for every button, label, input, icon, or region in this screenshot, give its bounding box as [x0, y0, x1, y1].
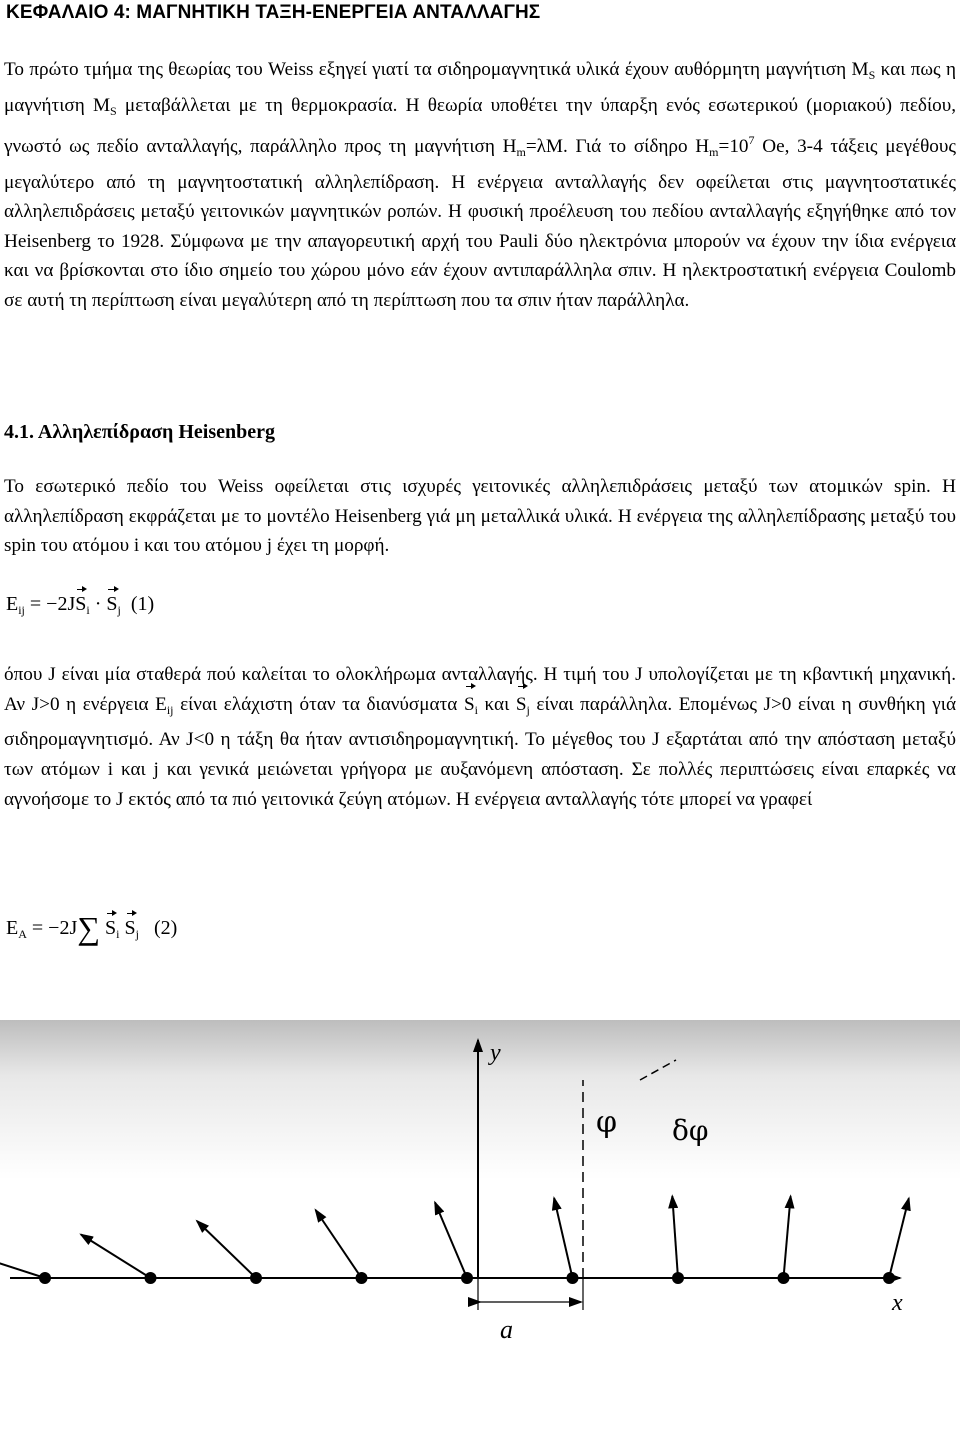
spin-arrow — [435, 1203, 467, 1279]
spin-chain-figure — [0, 1020, 960, 1432]
x-axis-label: x — [892, 1290, 903, 1316]
delta-phi-label: δφ — [672, 1114, 709, 1147]
atom-site — [145, 1272, 157, 1284]
equation-1-label: (1) — [130, 593, 155, 615]
spin-vectors — [0, 1196, 960, 1284]
spin-arrow — [889, 1198, 909, 1278]
atom-site — [461, 1272, 473, 1284]
spin-arrow — [554, 1198, 572, 1278]
section-paragraph: Το εσωτερικό πεδίο του Weiss οφείλεται στις ισχυρές γειτονικές αλληλεπιδράσεις μεταξύ των ατομικών spin. Η αλληλεπίδραση εκφράζεται με το μοντέλο Heisenberg γιά μη μεταλλικά υλικά. Η ενέργεια της αλληλεπίδρασης μεταξύ του spin του ατόμου i και του ατόμου j έχει τη μορφή. — [4, 476, 956, 556]
atom-site — [250, 1272, 262, 1284]
atom-site — [567, 1272, 579, 1284]
equation-2: $E_A = -2J\sum$ $S_i$ $S_j$ (2) — [6, 910, 178, 946]
atom-site — [356, 1272, 368, 1284]
phi-label: φ — [596, 1105, 618, 1140]
chapter-title: ΚΕΦΑΛΑΙΟ 4: ΜΑΓΝΗΤΙΚΗ ΤΑΞΗ-ΕΝΕΡΓΕΙΑ ΑΝΤΑΛΛΑΓΗΣ — [6, 2, 541, 23]
intro-paragraph: Το πρώτο τμήμα της θεωρίας του Weiss εξηγεί γιατί τα σιδηρομαγνητικά υλικά έχουν αυθόρμητη μαγνήτιση $M_S$ και πως η μαγνήτιση $M_S$ μεταβάλλεται με τη θερμοκρασία. Η θεωρία υποθέτει την ύπαρξη ενός εσωτερικού (μοριακού) πεδίου, γνωστό ως πεδίο ανταλλαγής, παράλληλο προς τη μαγνήτιση $H_m=\lambda M$. Γιά το σίδηρο $H_m=10^7$ Oe, 3-4 τάξεις μεγέθους μεγαλύτερο από τη μαγνητοστατική αλληλεπίδραση. Η ενέργεια ανταλλαγής δεν οφείλεται στις μαγνητοστατικές αλληλεπιδράσεις μεταξύ γειτονικών μαγνητικών ροπών. Η φυσική προέλευση του πεδίου ανταλλαγής εξηγήθηκε από τον Heisenberg το 1928. Σύμφωνα με την απαγορευτική αρχή του Pauli δύο ηλεκτρόνια μπορούν να έχουν την ίδια ενέργεια και να βρίσκονται στο ίδιο σημείο του χώρου μόνο εάν έχουν αντιπαράλληλα σπιν. Η ηλεκτροστατική ενέργεια Coulomb σε αυτή τη περίπτωση είναι μεγαλύτερη από τη περίπτωση που τα σπιν ήταν παράλληλα. — [4, 59, 957, 311]
vector-s-i: S — [75, 593, 87, 615]
spacing-label: a — [500, 1315, 513, 1344]
spin-arrow — [0, 1253, 45, 1278]
atom-site — [883, 1272, 895, 1284]
spin-arrow — [81, 1235, 151, 1279]
spin-arrow — [672, 1196, 678, 1278]
section-heading: 4.1. Αλληλεπίδραση Heisenberg — [4, 421, 276, 443]
atom-site — [778, 1272, 790, 1284]
atom-site — [672, 1272, 684, 1284]
spin-arrow — [197, 1221, 256, 1278]
y-axis-label: y — [490, 1040, 501, 1066]
scan-shading — [0, 1020, 960, 1180]
exchange-paragraph: όπου J είναι μία σταθερά πού καλείται το ολοκλήρωμα ανταλλαγής. Η τιμή του J υπολογίζεται με τη κβαντική μηχανική. Αν J>0 η ενέργεια $E_{ij}$ είναι ελάχιστη όταν τα διανύσματα $S_i$ και $S_j$ είναι παράλληλα. Επομένως J>0 είναι η συνθήκη γιά σιδηρομαγνητισμό. Αν J<0 η τάξη θα ήταν αντισιδηρομαγνητική. Το μέγεθος του J εξαρτάται από την απόσταση μεταξύ των ατόμων i και j και γενικά μειώνεται γρήγορα με αυξανόμενη απόσταση. Σε πολλές περιπτώσεις είναι επαρκές να αγνοήσομε το J εκτός από τα πιό γειτονικά ζεύγη ατόμων. Η ενέργεια ανταλλαγής τότε μπορεί να γραφεί — [4, 664, 956, 810]
spin-arrow — [784, 1196, 791, 1278]
equation-1: $E_{ij} = -2JS_i \cdot S_j$ (1) — [6, 593, 155, 617]
spin-arrow — [316, 1210, 362, 1278]
vector-s-j: S — [106, 593, 118, 615]
atom-site — [39, 1272, 51, 1284]
